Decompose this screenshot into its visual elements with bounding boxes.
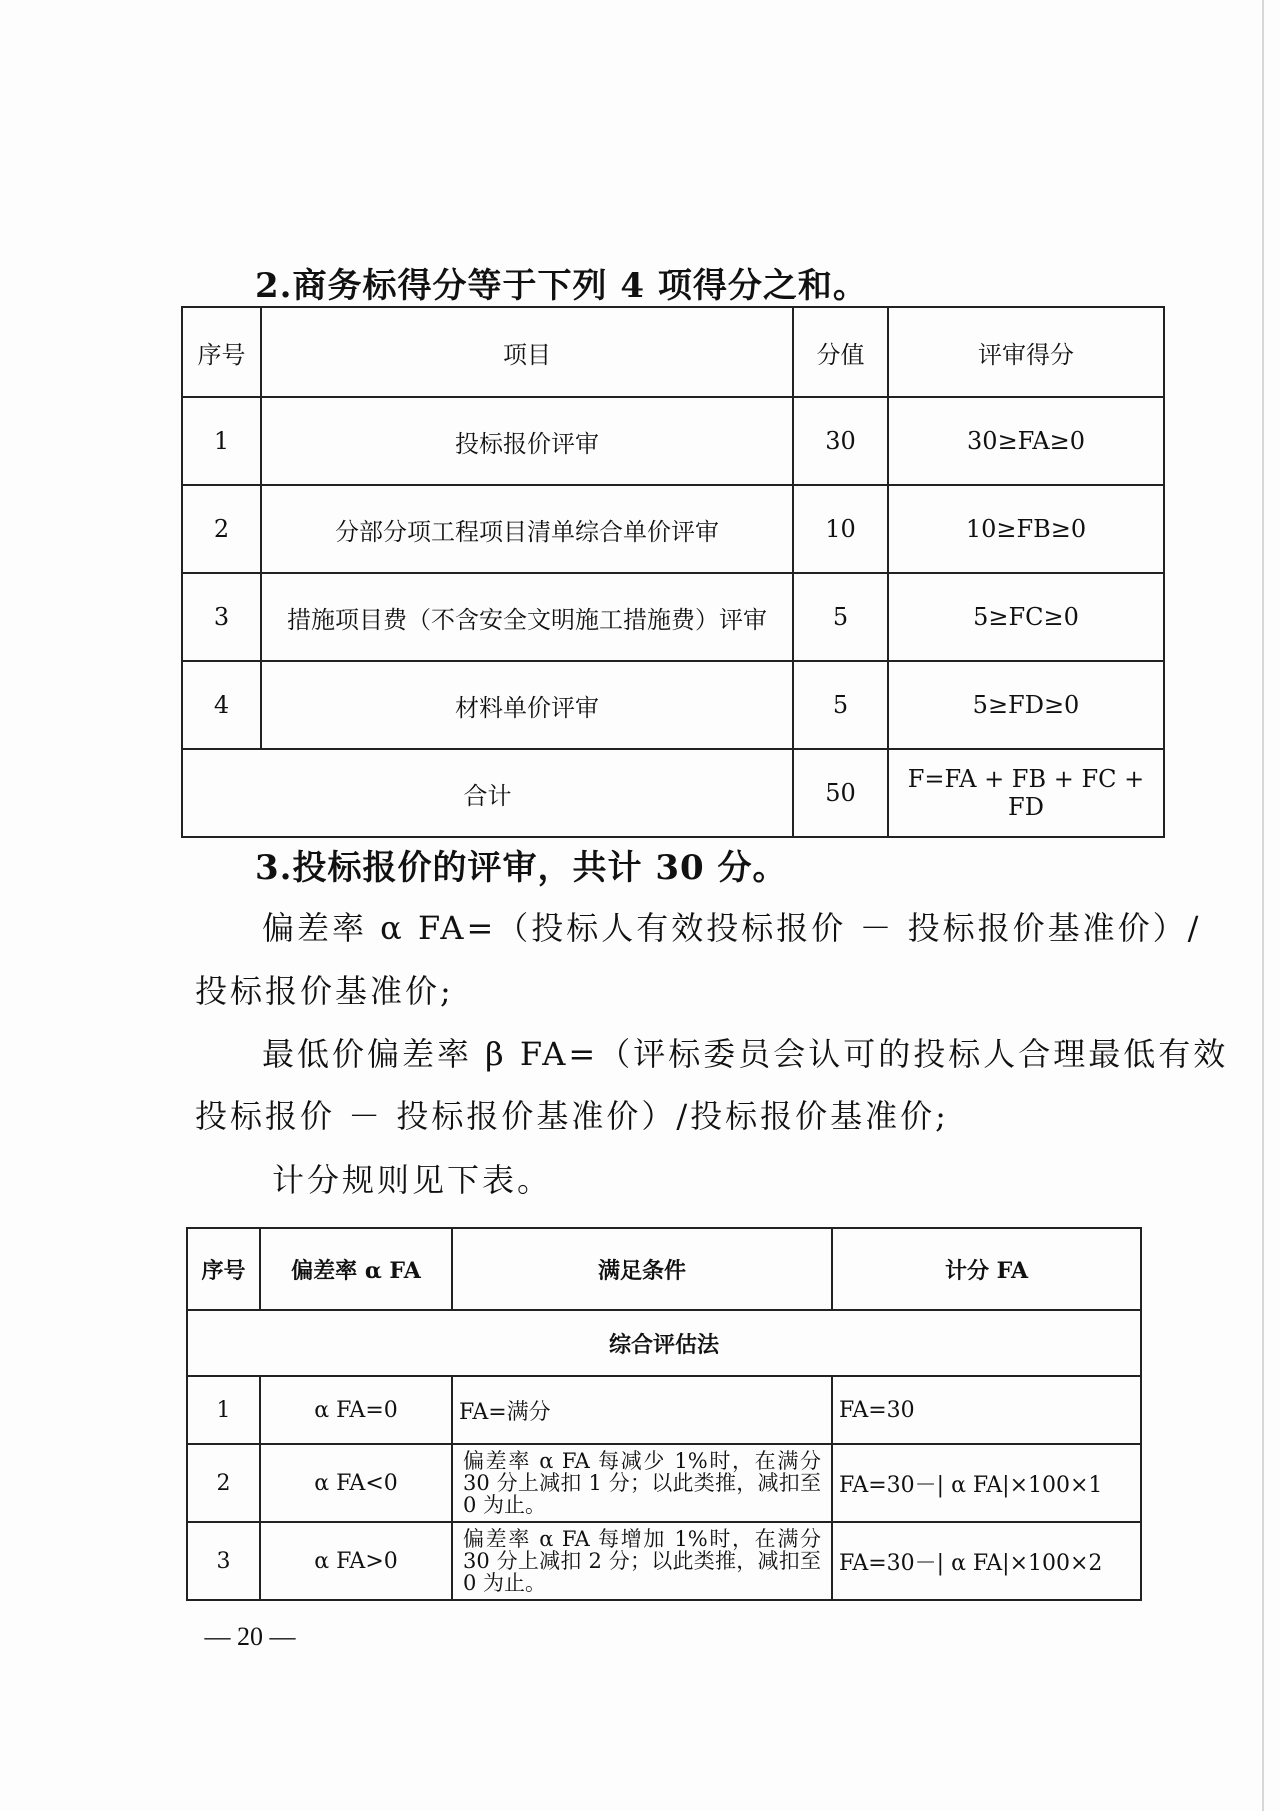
table-row (187, 1376, 1141, 1444)
row-no: 3 (182, 573, 261, 661)
row-condition: 偏差率 α FA 每增加 1%时，在满分 30 分上减扣 2 分；以此类推，减扣至 0 为止。 (452, 1522, 832, 1600)
row-score: FA=30－| α FA|×100×1 (832, 1444, 1141, 1522)
row-no: 1 (187, 1376, 260, 1444)
header-rate: 偏差率 α FA (260, 1228, 452, 1310)
row-condition: 偏差率 α FA 每减少 1%时，在满分 30 分上减扣 1 分；以此类推，减扣至 0 为止。 (452, 1444, 832, 1522)
row-item: 分部分项工程项目清单综合单价评审 (261, 485, 793, 573)
table-header-row (182, 307, 1164, 397)
header-points: 分值 (793, 307, 888, 397)
alpha-definition-line1: 偏差率 α FA=（投标人有效投标报价 － 投标报价基准价）/ (262, 909, 1202, 947)
deviation-rule-table (186, 1227, 1142, 1601)
row-score: 5≥FD≥0 (888, 661, 1164, 749)
table-row (182, 485, 1164, 573)
header-condition: 满足条件 (452, 1228, 832, 1310)
row-rate: α FA>0 (260, 1522, 452, 1600)
table-total-row (182, 749, 1164, 837)
row-points: 10 (793, 485, 888, 573)
section-heading-bid: 3.投标报价的评审，共计 30 分。 (255, 848, 788, 888)
row-score: FA=30－| α FA|×100×2 (832, 1522, 1141, 1600)
row-score: 10≥FB≥0 (888, 485, 1164, 573)
table-row (182, 397, 1164, 485)
row-rate: α FA=0 (260, 1376, 452, 1444)
header-score: 计分 FA (832, 1228, 1141, 1310)
alpha-definition-line2: 投标报价基准价; (195, 972, 454, 1010)
row-score: FA=30 (832, 1376, 1141, 1444)
section-heading-business: 2.商务标得分等于下列 4 项得分之和。 (255, 266, 868, 306)
rules-intro: 计分规则见下表。 (272, 1161, 553, 1199)
header-score: 评审得分 (888, 307, 1164, 397)
header-item: 项目 (261, 307, 793, 397)
table-row (182, 573, 1164, 661)
page-edge-line (1262, 0, 1264, 1811)
row-points: 5 (793, 661, 888, 749)
total-label: 合计 (182, 749, 793, 837)
row-no: 2 (182, 485, 261, 573)
total-points: 50 (793, 749, 888, 837)
table-header-row (187, 1228, 1141, 1310)
header-no: 序号 (182, 307, 261, 397)
row-no: 1 (182, 397, 261, 485)
row-no: 3 (187, 1522, 260, 1600)
beta-definition-line2: 投标报价 － 投标报价基准价）/投标报价基准价; (195, 1097, 949, 1135)
business-score-table (181, 306, 1165, 838)
row-no: 4 (182, 661, 261, 749)
beta-definition-line1: 最低价偏差率 β FA=（评标委员会认可的投标人合理最低有效 (262, 1035, 1229, 1073)
row-points: 30 (793, 397, 888, 485)
table-row (187, 1522, 1141, 1600)
row-rate: α FA<0 (260, 1444, 452, 1522)
row-item: 材料单价评审 (261, 661, 793, 749)
row-item: 投标报价评审 (261, 397, 793, 485)
row-item: 措施项目费（不含安全文明施工措施费）评审 (261, 573, 793, 661)
row-score: 30≥FA≥0 (888, 397, 1164, 485)
row-points: 5 (793, 573, 888, 661)
method-row (187, 1310, 1141, 1376)
table-row (182, 661, 1164, 749)
page-number: — 20 — (204, 1622, 296, 1651)
table-row (187, 1444, 1141, 1522)
row-condition: FA=满分 (452, 1376, 832, 1444)
header-no: 序号 (187, 1228, 260, 1310)
row-no: 2 (187, 1444, 260, 1522)
row-score: 5≥FC≥0 (888, 573, 1164, 661)
total-score: F=FA + FB + FC + FD (888, 749, 1164, 837)
method-label: 综合评估法 (187, 1310, 1141, 1376)
